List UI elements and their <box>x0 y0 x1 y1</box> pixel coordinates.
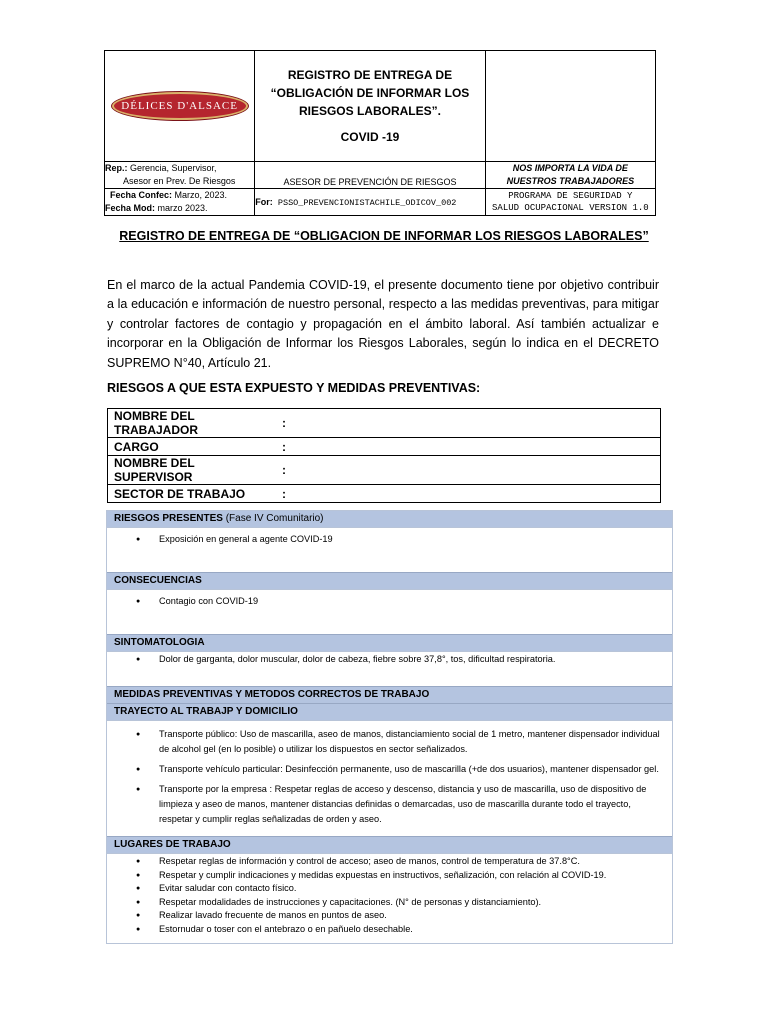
section-body-consecuencias <box>107 589 672 634</box>
section-header-sintomatologia <box>107 634 672 651</box>
main-title: REGISTRO DE ENTREGA DE “OBLIGACION DE INFORMAR LOS RIESGOS LABORALES” <box>119 229 649 243</box>
logo-cell <box>105 51 255 162</box>
slogan-line1: NOS IMPORTA LA VIDA DE <box>512 163 628 173</box>
rep-line1: Gerencia, Supervisor, <box>127 163 217 173</box>
program-line1: PROGRAMA DE SEGURIDAD Y <box>508 191 633 201</box>
rep-cell <box>105 162 255 189</box>
for-label: For: <box>255 196 273 207</box>
section-body-riesgos <box>107 527 672 572</box>
slogan-cell <box>485 162 655 189</box>
list-item: ● Evitar saludar con contacto físico. <box>159 882 666 896</box>
worker-field-value[interactable]: : <box>276 456 661 485</box>
section-title: LUGARES DE TRABAJO <box>114 839 231 850</box>
worker-field-value[interactable]: : <box>276 438 661 456</box>
section-header-trayecto <box>107 703 672 720</box>
section-subtitle: (Fase IV Comunitario) <box>225 513 324 524</box>
section-title: CONSECUENCIAS <box>114 575 202 586</box>
risks-subheading: RIESGOS A QUE ESTA EXPUESTO Y MEDIDAS PREVENTIVAS: <box>107 381 481 395</box>
company-logo: DÉLICES D'ALSACE <box>112 92 248 120</box>
list-item: ● Exposición en general a agente COVID-19 <box>159 532 666 547</box>
section-title: MEDIDAS PREVENTIVAS Y METODOS CORRECTOS DE TRABAJO <box>114 689 430 700</box>
intro-paragraph: En el marco de la actual Pandemia COVID-19, el presente documento tiene por objetivo contribuir a la educación e información de nuestro personal, respecto a las medidas preventivas, para mitigar y controlar factores de contagio y propagación en el ámbito laboral. Así también actualizar e incorporar en la Obligación de Informar los Riesgos Laborales, según lo indica en el DECRETO SUPREMO N°40, Artículo 21. <box>107 278 659 370</box>
header-covid: COVID -19 <box>340 130 400 144</box>
worker-field-label: NOMBRE DEL SUPERVISOR <box>108 456 277 485</box>
worker-row <box>108 456 661 485</box>
list-item: ● Realizar lavado frecuente de manos en puntos de aseo. <box>159 909 666 923</box>
list-item: ● Transporte vehículo particular: Desinfección permanente, uso de mascarilla (+de dos usuarios), mantener dispensador gel. <box>159 762 666 777</box>
for-code: PSSO_PREVENCIONISTACHILE_ODICOV_002 <box>272 197 457 208</box>
worker-row <box>108 409 661 438</box>
fecha-confec-label: Fecha Confec: <box>110 190 173 200</box>
header-title-line: “OBLIGACIÓN DE INFORMAR LOS <box>270 86 470 100</box>
asesor-text: ASESOR DE PREVENCIÓN DE RIESGOS <box>283 177 457 187</box>
list-item: ● Contagio con COVID-19 <box>159 594 666 609</box>
asesor-cell <box>255 162 485 189</box>
header-title-line: RIESGOS LABORALES”. <box>298 104 441 118</box>
section-header-consecuencias <box>107 572 672 589</box>
slogan-line2: NUESTROS TRABAJADORES <box>506 176 635 186</box>
risk-table <box>106 510 673 944</box>
header-table <box>104 50 656 216</box>
section-body-sintomatologia <box>107 651 672 686</box>
worker-field-value[interactable]: : <box>276 409 661 438</box>
program-line2: SALUD OCUPACIONAL VERSION 1.0 <box>492 203 649 213</box>
fecha-cell <box>105 189 255 216</box>
header-title-line: REGISTRO DE ENTREGA DE <box>287 68 453 82</box>
worker-field-label: NOMBRE DEL TRABAJADOR <box>108 409 277 438</box>
list-item: ● Transporte público: Uso de mascarilla, aseo de manos, distanciamiento social de 1 metro, mantener dispensador individual de alcohol gel (en lo posible) o utilizar los dispuestos en sector señalizados. <box>159 727 666 757</box>
section-title: RIESGOS PRESENTES <box>114 513 223 524</box>
header-empty-cell <box>485 51 655 162</box>
section-header-medidas <box>107 686 672 703</box>
list-item: ● Respetar modalidades de instrucciones y capacitaciones. (N° de personas y distanciamiento). <box>159 896 666 910</box>
list-item: ● Respetar y cumplir indicaciones y medidas expuestas en instructivos, señalización, con relación al COVID-19. <box>159 869 666 883</box>
for-cell <box>255 189 485 216</box>
section-body-trayecto <box>107 720 672 836</box>
rep-label: Rep.: <box>105 163 128 173</box>
worker-field-value[interactable]: : <box>276 485 661 503</box>
rep-line2: Asesor en Prev. De Riesgos <box>123 176 236 186</box>
fecha-confec: Marzo, 2023. <box>172 190 228 200</box>
fecha-mod: marzo 2023. <box>155 203 208 213</box>
section-header-lugares <box>107 836 672 853</box>
section-title: TRAYECTO AL TRABAJP Y DOMICILIO <box>114 706 298 717</box>
program-cell <box>485 189 655 216</box>
worker-info-table <box>107 408 661 503</box>
section-body-lugares <box>107 853 672 943</box>
worker-row <box>108 438 661 456</box>
list-item: ● Estornudar o toser con el antebrazo o en pañuelo desechable. <box>159 923 666 937</box>
worker-row <box>108 485 661 503</box>
worker-field-label: CARGO <box>108 438 277 456</box>
header-title <box>255 51 485 162</box>
list-item: ● Transporte por la empresa : Respetar reglas de acceso y descenso, distancia y uso de mascarilla, uso de dispositivo de limpieza y aseo de manos, mantener distancias definidas o demarcadas, uso de mascarilla durante todo el trayecto, respetar y cumplir reglas señalizadas de orden y aseo. <box>159 782 666 827</box>
section-header-riesgos <box>107 511 672 527</box>
list-item: ● Respetar reglas de información y control de acceso; aseo de manos, control de temperatura de 37.8°C. <box>159 855 666 869</box>
list-item: ● Dolor de garganta, dolor muscular, dolor de cabeza, fiebre sobre 37,8°, tos, dificultad respiratoria. <box>159 652 666 667</box>
section-title: SINTOMATOLOGIA <box>114 637 205 648</box>
worker-field-label: SECTOR DE TRABAJO <box>108 485 277 503</box>
fecha-mod-label: Fecha Mod: <box>105 203 156 213</box>
